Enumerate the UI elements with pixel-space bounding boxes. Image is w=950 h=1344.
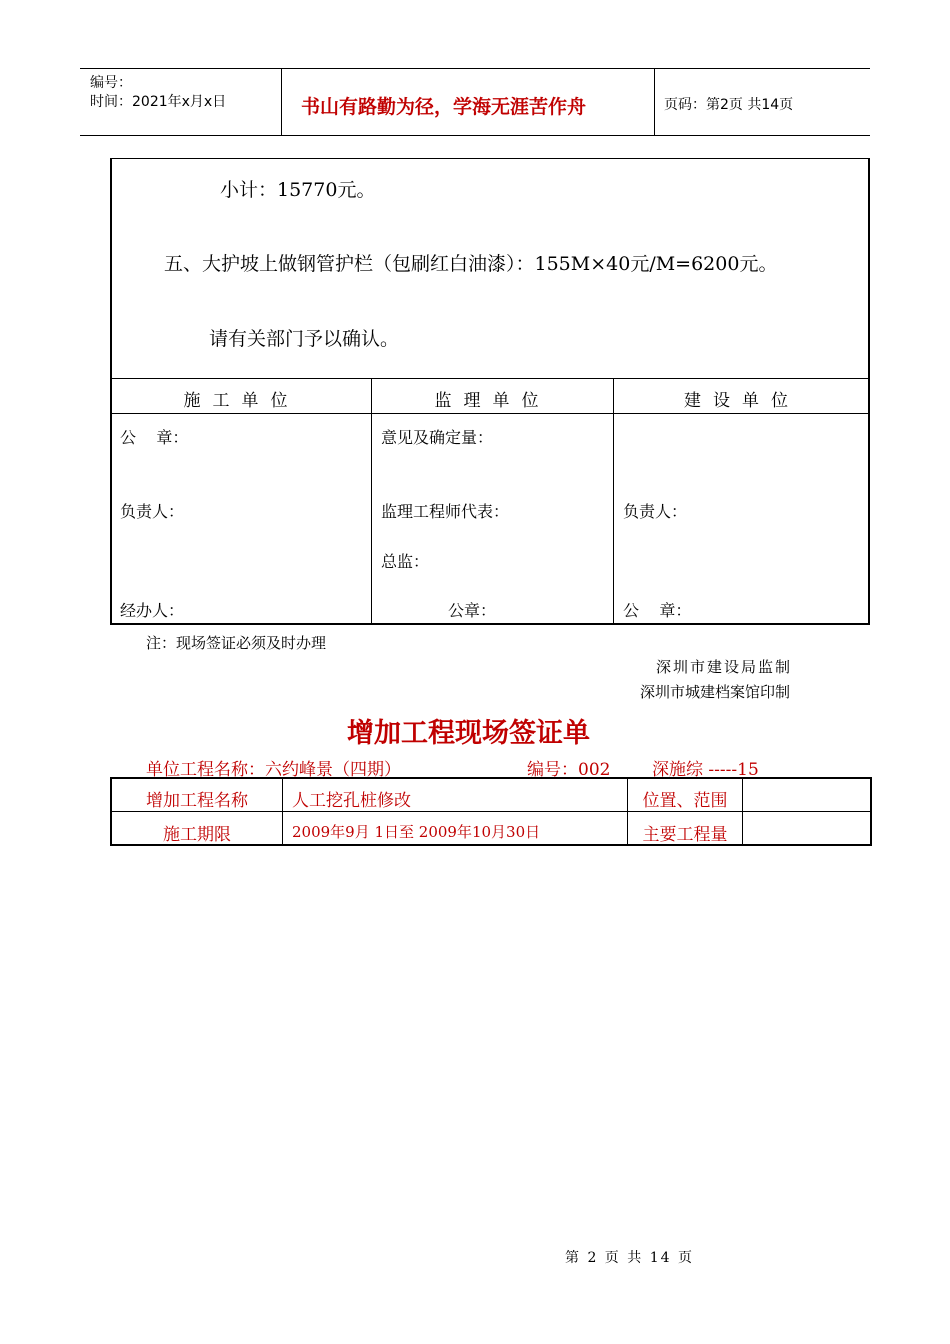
subtotal-line: 小计：15770元。	[220, 179, 376, 201]
construction-unit-header: 施工单位	[183, 391, 300, 411]
issuer-construction-bureau: 深圳市建设局监制	[656, 658, 793, 676]
form-title: 增加工程现场签证单	[347, 718, 590, 749]
owner-responsible-label: 负责人：	[623, 502, 688, 521]
header-motto: 书山有路勤为径，学海无涯苦作舟	[301, 96, 587, 118]
owner-unit-header: 建设单位	[684, 391, 800, 411]
construction-seal-label: 公 章：	[120, 428, 189, 447]
form-table-divider-1	[282, 777, 283, 846]
supervision-engineer-label: 监理工程师代表：	[381, 502, 510, 521]
project-name-line: 单位工程名称：六约峰景（四期）	[146, 760, 401, 780]
header-page-label: 页码：第2页 共14页	[664, 97, 794, 113]
form-table-divider-3	[742, 777, 743, 846]
supervision-opinion-label: 意见及确定量：	[381, 428, 494, 447]
main-quantity-label: 主要工程量	[642, 825, 728, 845]
form-table-row-rule	[110, 811, 872, 812]
supervision-chief-label: 总监：	[381, 552, 430, 571]
owner-seal-label: 公 章：	[623, 601, 692, 620]
construction-handler-label: 经办人：	[120, 601, 185, 620]
sign-table-divider-2	[613, 378, 614, 625]
confirm-request-line: 请有关部门予以确认。	[209, 328, 400, 350]
form-code-line: 深施综 -----15	[652, 760, 759, 780]
form-number-line: 编号：002	[527, 760, 611, 780]
issuer-archives: 深圳市城建档案馆印制	[640, 683, 791, 701]
header-divider-right	[654, 68, 655, 135]
supervision-unit-header: 监理单位	[434, 391, 551, 411]
added-work-name-value: 人工挖孔桩修改	[292, 791, 411, 811]
construction-period-value: 2009年9月 1日至 2009年10月30日	[292, 823, 541, 841]
sign-table-head-rule	[110, 413, 870, 414]
supervision-seal-label: 公章：	[448, 601, 497, 620]
page-footer: 第 2 页 共 14 页	[565, 1250, 694, 1266]
header-number-label: 编号：	[90, 75, 132, 91]
header-top-rule	[80, 68, 870, 69]
header-time-label: 时间：2021年x月x日	[90, 94, 227, 110]
location-scope-label: 位置、范围	[642, 791, 728, 811]
note-text: 注：现场签证必须及时办理	[146, 634, 327, 652]
construction-responsible-label: 负责人：	[120, 502, 185, 521]
sign-table-top-rule	[110, 378, 870, 379]
header-bottom-rule	[80, 135, 870, 136]
construction-period-label: 施工期限	[163, 825, 231, 845]
added-work-name-label: 增加工程名称	[146, 791, 248, 811]
header-divider-left	[281, 68, 282, 135]
item-five-line: 五、大护坡上做钢管护栏（包刷红白油漆）：155M×40元/M=6200元。	[164, 253, 778, 275]
sign-table-divider-1	[371, 378, 372, 625]
